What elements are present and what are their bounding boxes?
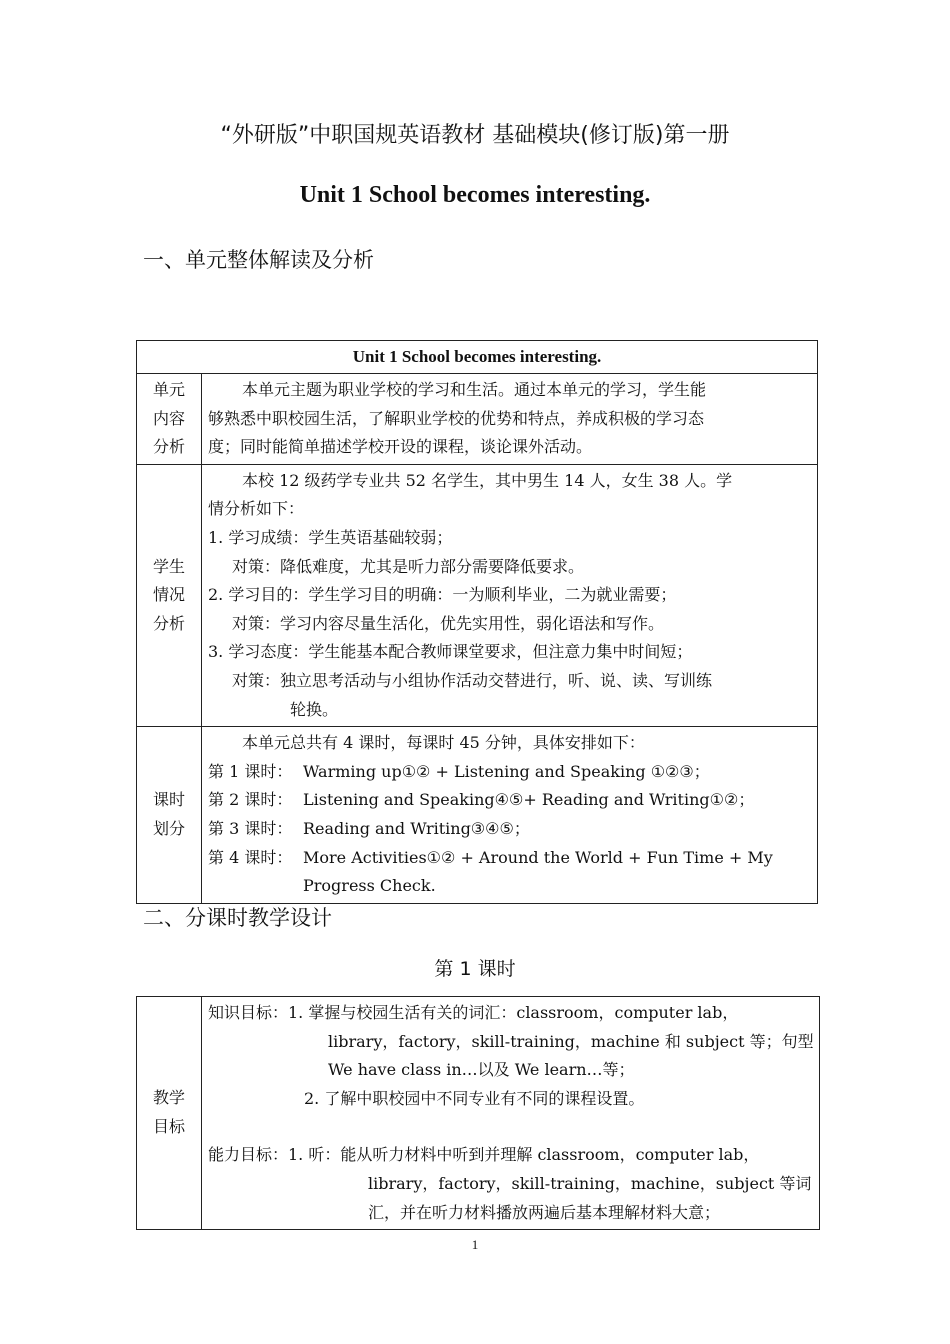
row-label: 课时 划分 — [137, 727, 202, 904]
row-label: 教学 目标 — [137, 997, 202, 1230]
row-label: 单元 内容 分析 — [137, 374, 202, 465]
row-content: 本单元总共有 4 课时，每课时 45 分钟，具体安排如下： 第 1 课时： Warming up①② + Listening and Speaking ①②③； 第 2 课时： Listening and Speaking④⑤+ Reading and Writing①②； 第 3 课时： Reading and Writing③④⑤； 第 4 课时： More Activities①② + Around the World + Fun Time + My Progress Check. — [202, 727, 818, 904]
document-title: “外研版”中职国规英语教材 基础模块(修订版)第一册 — [220, 123, 730, 148]
table-row — [137, 727, 818, 904]
session-line: 第 1 课时： Warming up①② + Listening and Speaking ①②③； — [208, 761, 710, 781]
page-number: 1 — [471, 1237, 479, 1252]
table-row — [137, 464, 818, 726]
unit-analysis-table — [136, 340, 818, 904]
row-label: 学生 情况 分析 — [137, 464, 202, 726]
section-heading-2: 二、分课时教学设计 — [143, 906, 332, 930]
row-content: 本单元主题为职业学校的学习和生活。通过本单元的学习，学生能 够熟悉中职校园生活，了解职业学校的优势和特点，养成积极的学习态 度；同时能简单描述学校开设的课程，谈论课外活动。 — [202, 374, 818, 465]
row-content: 知识目标：1. 掌握与校园生活有关的词汇：classroom，computer lab， library，factory，skill-training，machine 和 subject 等；句型 We have class in…以及 We learn…等； 2. 了解中职校园中不同专业有不同的课程设置。 能力目标：1. 听：能从听力材料中听到并理解 classroom，computer lab， library，factory，skill-training，machine，subject 等词 汇，并在听力材料播放两遍后基本理解材料大意； — [202, 997, 820, 1230]
table-row — [137, 997, 820, 1230]
lesson-title: 第 1 课时 — [434, 958, 516, 980]
session-line: 第 4 课时： More Activities①② + Around the World + Fun Time + My — [208, 847, 773, 867]
table-header: Unit 1 School becomes interesting. — [137, 341, 818, 374]
session-line: 第 3 课时： Reading and Writing③④⑤； — [208, 818, 530, 838]
lesson-goal-table — [136, 996, 820, 1230]
unit-title: Unit 1 School becomes interesting. — [299, 182, 651, 208]
row-content: 本校 12 级药学专业共 52 名学生，其中男生 14 人，女生 38 人。学 情分析如下： 1. 学习成绩：学生英语基础较弱； 对策：降低难度，尤其是听力部分需要降低要求。 2. 学习目的：学生学习目的明确：一为顺利毕业，二为就业需要； 对策：学习内容尽量生活化，优先实用性，弱化语法和写作。 3. 学习态度：学生能基本配合教师课堂要求，但注意力集中时间短； 对策：独立思考活动与小组协作活动交替进行，听、说、读、写训练 轮换。 — [202, 464, 818, 726]
table-row — [137, 374, 818, 465]
section-heading-1: 一、单元整体解读及分析 — [143, 248, 374, 272]
table-header-row — [137, 341, 818, 374]
session-line: 第 2 课时： Listening and Speaking④⑤+ Reading and Writing①②； — [208, 790, 755, 810]
